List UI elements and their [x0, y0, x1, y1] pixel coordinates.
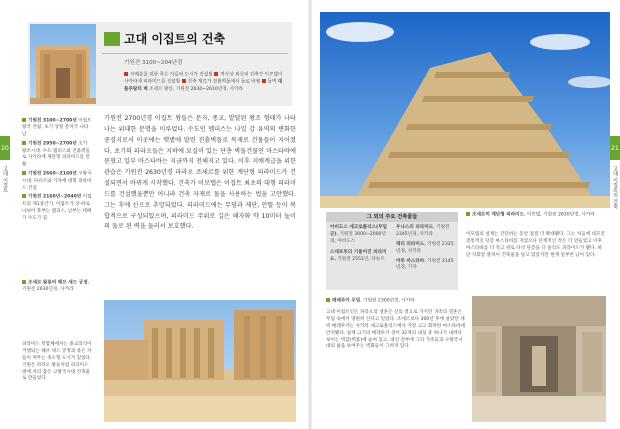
right-page	[310, 0, 620, 429]
courtyard-image	[104, 300, 296, 422]
box-item-name: 아비도스 네크로폴리스(무덤군)	[330, 225, 387, 237]
header-panel	[28, 22, 292, 106]
box-item-name: 우나스의 피라미드	[396, 225, 434, 230]
bullet-icon	[466, 212, 470, 216]
header-title-bar	[102, 26, 288, 54]
period-item	[22, 171, 92, 192]
box-item-detail: , 기원전 2325년경, 사카라	[396, 241, 454, 254]
header-bullet: 지배층을 위한 죽은 자들의 도시가 건설됨	[130, 72, 213, 78]
box-item-name: 마루 마스타바	[396, 258, 425, 264]
pyramid-text: 이모텝의 설계는 간단하는 동안 점점 더 확대됐다. 그는 처음에 네모진 전통적인 단층 마스타바를 지었으나 단계적인 작은 더 만들었고 이후 마스타바를 더 짓고 위로 다섯 단층을 더 올리도 피라미드가 됐다. 하단 석회암 블럭이 건축물을 덮고 있었지만 현재 일부만 남아 있다.	[466, 232, 605, 258]
box-title: 그 외의 주요 건축물들	[326, 212, 458, 222]
bullet-icon	[326, 298, 330, 302]
page-number-tab: 20	[0, 136, 10, 160]
box-item-detail: , 기원전 2345년경, 사카라	[396, 225, 450, 237]
header-bullet: 역사상 최초의 건축가 이모텝이 사카라에 피라미드를 건설함	[124, 72, 283, 85]
bullet-icon	[262, 79, 266, 83]
header-bullets	[124, 72, 284, 94]
caption-text: , 기원전 2300년경, 사카라	[360, 298, 415, 304]
period-label: 기원전 2160년~2040년	[28, 194, 82, 200]
box-item-name: 스네프루의 기울어진 피라미드	[330, 249, 387, 262]
box-item-detail: , 기원전 3000~2000년경, 아비도스	[330, 231, 386, 244]
bullet-icon	[182, 79, 186, 83]
sidebar-caption	[22, 280, 94, 294]
caption-text: , 기원전 2630년경, 사카라	[22, 280, 90, 293]
page-number-tab: 21	[610, 136, 620, 160]
period-label: 기원전 2660~2160년	[28, 171, 77, 177]
period-label: 기원전 3100~2700년	[28, 118, 77, 124]
header-bullet-bold: 대플루탐의 벽	[124, 79, 283, 92]
side-section-label: 고대 이집트	[2, 166, 8, 193]
tomb-icon	[472, 296, 606, 422]
box-item-detail: , 기원전 2551년, 다슈르	[334, 256, 385, 262]
box-item-detail: , 기원전 2145년경, 기자	[396, 258, 454, 271]
caption-title: 조세르 왕릉의 헤브 세드 궁정	[28, 280, 88, 286]
pyramid-caption	[466, 212, 606, 219]
bullet-icon	[22, 171, 26, 175]
caption-title: 조세르의 계단형 피라미드	[472, 212, 525, 218]
tomb-text: 고대 이집트인은 파라오의 영혼은 신의 곁으로 가지만 귀족의 영혼은 무덤 속에서 영원히 산다고 믿었다. 조세르보다 300년 후에 살았던 세력 메레루카는 사카라 네크로폴리스에서 가장 크고 화려한 마스타바에 안치됐다. 실제 크기의 메레루카 상이 32개의 내실 중 하나가 내려다보이는 벽감(벽흠)에 놓여 있고, 대신 전부에 그의 가족들과 구왕국시대의 삶을 보여주는 벽화들이 그려져 있다.	[326, 310, 465, 350]
box-col-left	[330, 225, 390, 263]
header-bullet: 돌벽	[267, 79, 278, 85]
sidebar-body: 피라미드 복합체에서는 종교의식이 거행되는 헤브 세드 궁정과 죽은 자들이 머무는 축소형 도시가 있었다. 기원은 파라오 왕들처럼 피라미드 옆에 자리 잡은 고왕국시대 건축물로 만들었다.	[22, 342, 92, 382]
buildings-box	[326, 212, 458, 290]
bullet-icon	[214, 72, 218, 76]
title-bullet-icon	[104, 32, 120, 46]
bullet-icon	[124, 72, 128, 76]
bullet-icon	[22, 118, 26, 122]
period-item	[22, 194, 92, 222]
period-text: 구왕국시대. 다슈르와 기자에 대형 피라미드 건설	[22, 171, 92, 191]
period-text: 이집트의 제1중간기. 이집트가 상·하로 나뉘어 북부는 멤피스, 남부는 테베가 수도가 됨	[22, 194, 92, 221]
box-item	[330, 225, 390, 246]
side-section-label: 고대 이집트의 건축	[612, 166, 618, 210]
temple-icon	[30, 24, 96, 104]
pyramid-icon	[320, 12, 610, 208]
page-title: 고대 이집트의 건축	[124, 32, 226, 46]
period-item	[22, 141, 92, 169]
header-bullet: 조세르 왕릉, 기원전 2630~2610년경, 사카라	[147, 86, 243, 92]
period-text: 초기 왕조시대. 수도 멤피스와 진흙벽돌로 사카라에 제단형 피라미드를 만듦	[22, 141, 90, 168]
bullet-icon	[22, 280, 26, 284]
box-item	[396, 259, 456, 273]
box-item	[396, 225, 456, 239]
courtyard-icon	[104, 300, 296, 422]
period-label: 기원전 2950~2700년	[28, 141, 77, 147]
caption-title: 메레루카 무덤	[332, 298, 361, 304]
box-item-name: 테티 피라미드	[396, 241, 425, 247]
tomb-caption	[326, 298, 466, 305]
caption-text: , 이모텝, 기원전 2630년경, 사카라	[524, 212, 595, 218]
box-col-right	[396, 225, 456, 272]
page-gutter	[308, 0, 312, 429]
sidebar-periods	[22, 118, 92, 222]
box-item	[330, 250, 390, 264]
period-item	[22, 118, 92, 139]
tomb-image	[472, 296, 606, 422]
bullet-icon	[22, 141, 26, 145]
main-text: 기원전 2700년경 이집트 왕들은 문자, 종교, 발달된 왕조 형태가 나타나는 위대한 문명을 이루었다. 수도인 멤피스는 나일 강 유역의 변화한 중심지로서 이곳에는 햇볕에 말린 진흙벽돌로 목재로 건물들이 지어졌다. 초기의 파라오들은 지하에 묘실이 있는 단층 벽돌건물인 마스타바에 묻혔고 일부 마스타바는 지금까지 전해지고 있다. 이후 지배계급을 위한 관습은 기원전 2630년경 파라오 조세르를 위한 계단형 피라미드가 건설되면서 바뀌게 시작했다. 건축가 이모텝은 이집트 최초의 대형 피라미드를 건설했을뿐만 아니라 건축 자재로 돌을 사용하는 법을 고안했다. 그는 후에 신으로 추앙되었다. 피라미드에는 무덤과 제단, 안뜰 등이 복합적으로 구성되었으며, 피라미드 주위로 길은 해자와 약 10미터 높이의 돌로 된 벽을 둘러서 보호했다.	[104, 115, 296, 231]
box-item	[396, 242, 456, 256]
bullet-icon	[22, 194, 26, 198]
period-text: 이집트 왕국 건립. 초기 상형 문자가 나타남	[22, 118, 92, 138]
temple-image	[30, 24, 96, 104]
header-bullet: 건축 재료가 진흙벽돌에서 돌로 바뀜	[187, 79, 261, 85]
page-subtitle: 기원전 3100~204년경	[124, 60, 183, 66]
pyramid-image	[320, 12, 610, 208]
